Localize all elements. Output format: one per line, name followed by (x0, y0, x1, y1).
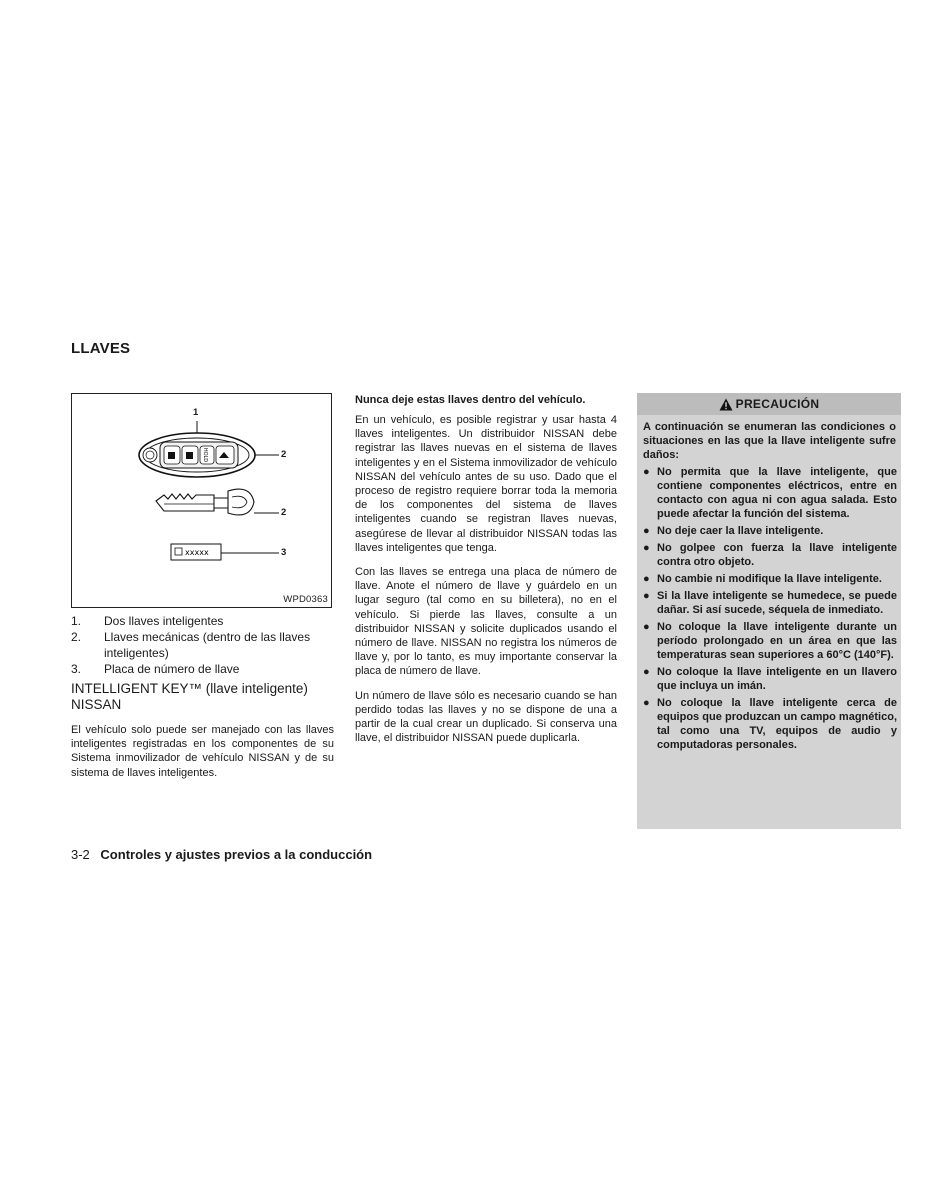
section-title: LLAVES (71, 340, 131, 357)
list-item: ● No deje caer la llave inteligente. (643, 525, 824, 537)
paragraph-duplicate: Un número de llave sólo es necesario cuando se han perdido todas las llaves y no se dispone de una a partir de la cual crear un duplicado. Si conserva una llave, el distribuidor NISSAN puede duplicarla. (355, 689, 617, 745)
list-item: ● No cambie ni modifique la llave inteligente. (643, 573, 882, 585)
paragraph-registration: En un vehículo, es posible registrar y usar hasta 4 llaves inteligentes. Un distribuidor NISSAN debe registrar las llaves nuevas en el sistema de llaves inteligentes y en el Sistema inmovilizador de vehículo NISSAN del vehículo antes de su uso. Dado que el proceso de registro requiere borrar toda la memoria de los componentes del sistema de llaves inteligentes cuando se registran llaves nuevas, asegúrese de llevar al distribuidor NISSAN todas las llaves inteligentes que tenga. (355, 414, 617, 554)
bullet-icon: ● (643, 466, 650, 478)
list-item: ● No permita que la llave inteligente, que contiene componentes eléctricos, entre en contacto con agua ni con agua salada. Esto puede afectar la función del sistema. (643, 466, 897, 520)
bullet-icon: ● (643, 525, 650, 537)
warning-lead: Nunca deje estas llaves dentro del vehículo. (355, 394, 586, 406)
svg-text:HOLD: HOLD (202, 447, 208, 463)
list-item: ● No coloque la llave inteligente en un llavero que incluya un imán. (643, 666, 897, 692)
bullet-icon: ● (643, 590, 650, 602)
bullet-icon: ● (643, 697, 650, 709)
key-diagram-graphic (72, 394, 333, 609)
key-illustration (71, 393, 332, 608)
caution-list (637, 465, 901, 752)
callout-3: 3 (281, 547, 287, 558)
chapter-title: Controles y ajustes previos a la conducción (100, 847, 373, 862)
callout-2-key: 2 (281, 507, 287, 518)
warning-triangle-icon (719, 398, 733, 411)
list-item: ● No coloque la llave inteligente cerca de equipos que produzcan un campo magnético, tal como una TV, equipos de audio y computadoras personales. (643, 697, 897, 751)
callout-2-fob: 2 (281, 449, 287, 460)
bullet-icon: ● (643, 542, 650, 554)
legend-item: 2. Llaves mecánicas (dentro de las llaves inteligentes) (71, 630, 311, 660)
list-item: ● Si la llave inteligente se humedece, se puede dañar. Si así sucede, séquela de inmediato. (643, 590, 897, 616)
legend-item: 1. Dos llaves inteligentes (71, 614, 224, 628)
intro-paragraph: El vehículo solo puede ser manejado con las llaves inteligentes registradas en los componentes de su Sistema inmovilizador de vehículo NISSAN y de su sistema de llaves inteligentes. (71, 724, 334, 779)
bullet-icon: ● (643, 573, 650, 585)
caution-title: PRECAUCIÓN (735, 397, 820, 411)
bullet-icon: ● (643, 621, 650, 633)
figure-legend (71, 613, 334, 677)
page-number: 3-2 (71, 847, 90, 862)
subsection-heading: INTELLIGENT KEY™ (llave inteligente) NISSAN (71, 681, 308, 712)
list-item: ● No golpee con fuerza la llave inteligente contra otro objeto. (643, 542, 897, 568)
caution-header (637, 393, 901, 415)
legend-item: 3. Placa de número de llave (71, 662, 240, 676)
mechanical-key (156, 494, 214, 511)
left-column (71, 393, 334, 780)
callout-1: 1 (193, 407, 199, 418)
figure-code: WPD0363 (283, 594, 328, 605)
paragraph-key-number: Con las llaves se entrega una placa de número de llave. Anote el número de llave y guárdelo en un lugar seguro (tal como en su billetera), no en el vehículo. Si pierde las llaves, consulte a un distribuidor NISSAN y solicite duplicados usando el número de llave. NISSAN no registra los números de llave y, por lo tanto, es muy importante conservar la placa de número de llave. (355, 566, 617, 678)
list-item: ● No coloque la llave inteligente durante un período prolongado en un área en que las temperaturas sean superiores a 60°C (140°F). (643, 621, 897, 661)
caution-intro: A continuación se enumeran las condiciones o situaciones en las que la llave inteligente sufre daños: (643, 421, 896, 461)
caution-box (637, 393, 901, 829)
middle-column (355, 393, 617, 755)
page-footer (71, 847, 372, 862)
key-tag-text: xxxxx (185, 548, 209, 557)
bullet-icon: ● (643, 666, 650, 678)
